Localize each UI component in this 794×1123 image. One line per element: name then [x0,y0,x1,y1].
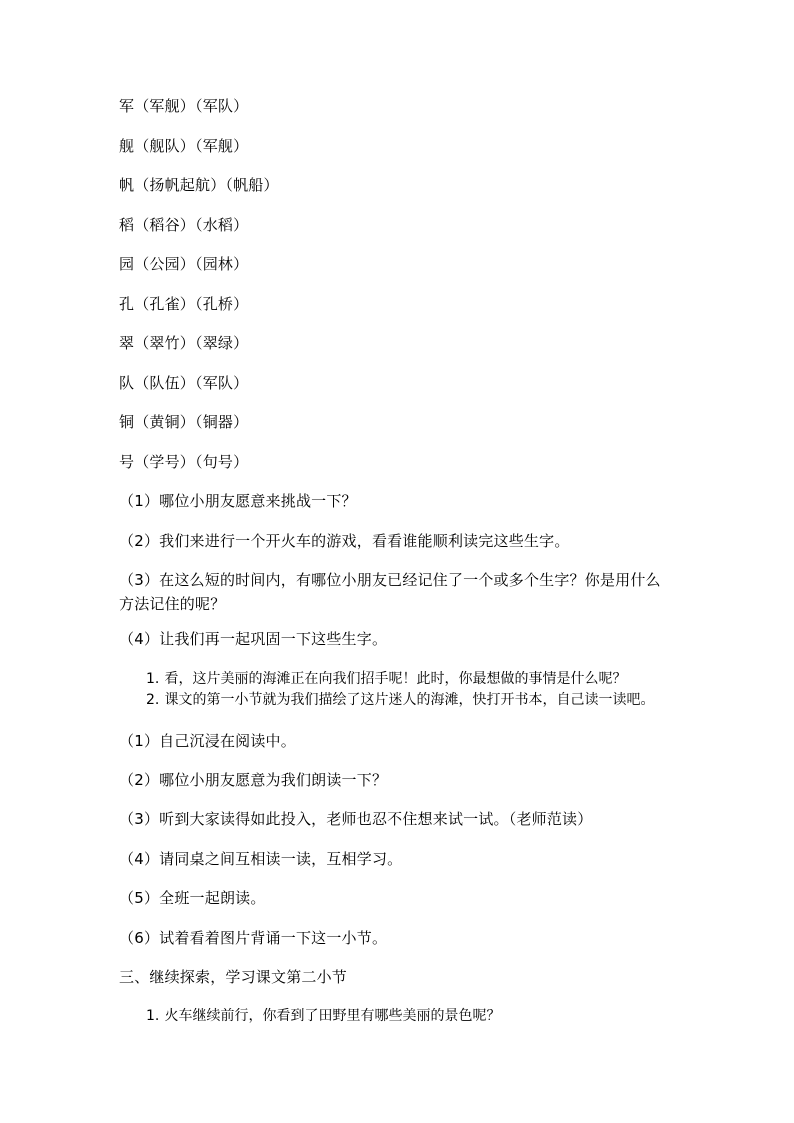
list-number: 1. [146,671,160,687]
vocab-line: 队（队伍）（军队） [119,374,249,392]
vocab-line: 军（军舰）（军队） [119,97,249,115]
section-heading: 三、继续探索，学习课文第二小节 [119,968,348,986]
vocab-line: 帆（扬帆起航）（帆船） [119,176,279,194]
step-paragraph: （1）自己沉浸在阅读中。 [119,732,296,750]
vocab-line: 稻（稻谷）（水稻） [119,216,249,234]
vocab-line: 铜（黄铜）（铜器） [119,413,249,431]
step-paragraph: （5）全班一起朗读。 [119,889,266,907]
step-paragraph: （4）请同桌之间互相读一读，互相学习。 [119,850,403,868]
list-number: 1. [146,1008,160,1024]
vocab-line: 号（学号）（句号） [119,453,249,471]
list-item [146,670,626,688]
step-paragraph: （1）哪位小朋友愿意来挑战一下？ [119,492,357,510]
step-paragraph: （3）听到大家读得如此投入，老师也忍不住想来试一试。（老师范读） [119,810,593,828]
list-text: 火车继续前行，你看到了田野里有哪些美丽的景色呢？ [164,1008,501,1024]
vocab-line: 园（公园）（园林） [119,255,249,273]
step-paragraph: （2）哪位小朋友愿意为我们朗读一下？ [119,771,388,789]
step-paragraph: （2）我们来进行一个开火车的游戏，看看谁能顺利读完这些生字。 [119,532,570,550]
step-paragraph: （3）在这么短的时间内，有哪位小朋友已经记住了一个或多个生字？你是用什么方法记住的呢？ [119,571,661,613]
step-paragraph: （4）让我们再一起巩固一下这些生字。 [119,630,388,648]
step-paragraph: （6）试着看着图片背诵一下这一小节。 [119,929,388,947]
vocab-line: 舰（舰队）（军舰） [119,137,249,155]
list-text: 看，这片美丽的海滩正在向我们招手呢！此时，你最想做的事情是什么呢？ [164,671,627,687]
vocab-line: 翠（翠竹）（翠绿） [119,334,249,352]
list-text: 课文的第一小节就为我们描绘了这片迷人的海滩，快打开书本，自己读一读吧。 [164,692,655,708]
list-item [146,691,654,709]
vocab-line: 孔（孔雀）（孔桥） [119,295,249,313]
list-number: 2. [146,692,160,708]
list-item [146,1007,500,1025]
